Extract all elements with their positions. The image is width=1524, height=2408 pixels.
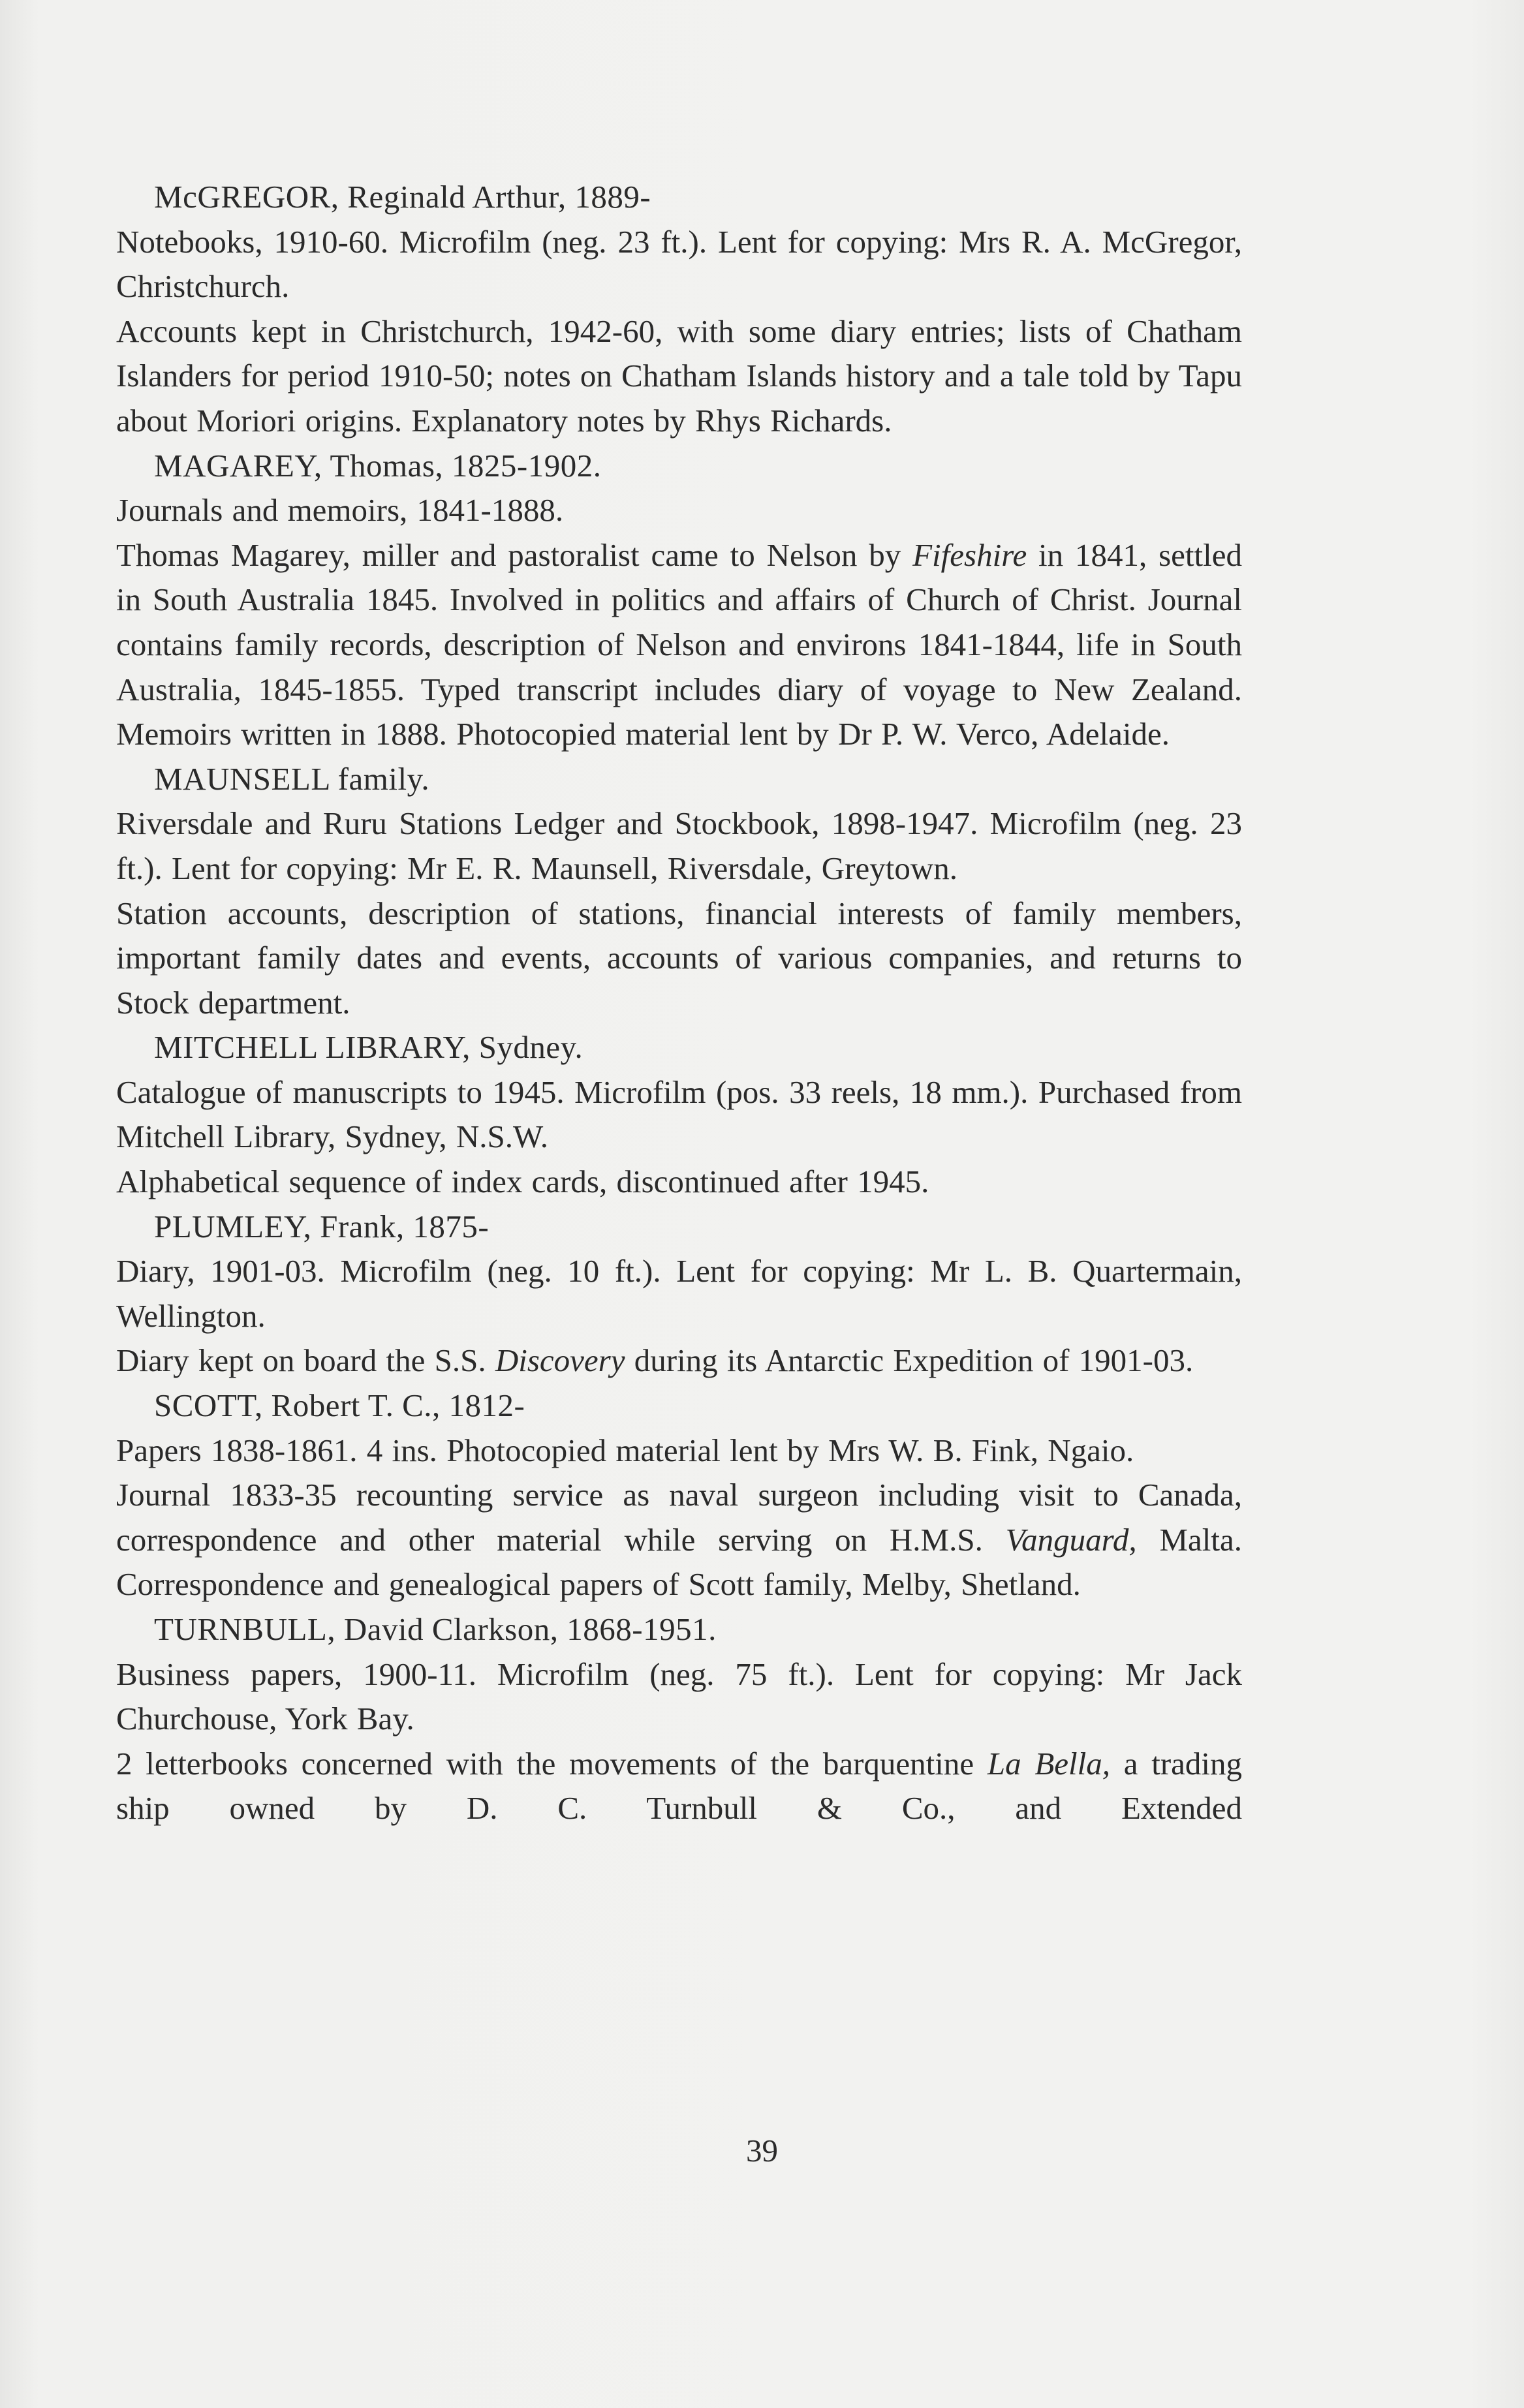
entry-heading: MAGAREY, Thomas, 1825-1902. (154, 447, 602, 484)
description-text: Journal 1833-35 recounting service as naval surgeon including visit to Canada, correspondence and other material while serving on H.M.S. (116, 1477, 1242, 1558)
ship-name: La Bella, (987, 1745, 1111, 1782)
entry-description: Alphabetical sequence of index cards, discontinued after 1945. (116, 1164, 929, 1200)
entry-heading: PLUMLEY, Frank, 1875- (154, 1208, 490, 1244)
description-text: 2 letterbooks concerned with the movements of the barquentine (116, 1745, 974, 1782)
entry-holding: Notebooks, 1910-60. Microfilm (neg. 23 ft.). Lent for copying: Mrs R. A. McGregor, Christchurch. (116, 223, 1242, 305)
entry-turnbull (116, 1607, 1242, 1831)
catalogue-text (116, 175, 1242, 1831)
description-text: during its Antarctic Expedition of 1901-03. (634, 1342, 1194, 1379)
entry-maunsell (116, 757, 1242, 1026)
entry-mcgregor (116, 175, 1242, 444)
ship-name: Vanguard, (1005, 1521, 1137, 1558)
entry-holding: Diary, 1901-03. Microfilm (neg. 10 ft.). Lent for copying: Mr L. B. Quartermain, Wellington. (116, 1253, 1242, 1334)
entry-heading: McGREGOR, Reginald Arthur, 1889- (154, 179, 651, 215)
entry-holding: Papers 1838-1861. 4 ins. Photocopied material lent by Mrs W. B. Fink, Ngaio. (116, 1432, 1134, 1468)
entry-heading: SCOTT, Robert T. C., 1812- (154, 1387, 525, 1424)
entry-plumley (116, 1205, 1242, 1383)
entry-magarey (116, 444, 1242, 757)
entry-description (116, 533, 1242, 757)
entry-holding: Business papers, 1900-11. Microfilm (neg. 75 ft.). Lent for copying: Mr Jack Churchouse, York Bay. (116, 1656, 1242, 1737)
entry-holding: Catalogue of manuscripts to 1945. Microfilm (pos. 33 reels, 18 mm.). Purchased from Mitchell Library, Sydney, N.S.W. (116, 1073, 1242, 1155)
entry-description (116, 1338, 1242, 1383)
ship-name: Fifeshire (912, 536, 1027, 573)
ship-name: Discovery (495, 1342, 625, 1379)
entry-description (116, 1473, 1242, 1607)
entry-description (116, 1742, 1242, 1831)
description-text: Malta. Correspondence and genealogical papers of Scott family, Melby, Shetland. (116, 1521, 1243, 1603)
page-number: 39 (746, 2133, 778, 2169)
entry-heading: TURNBULL, David Clarkson, 1868-1951. (154, 1611, 717, 1647)
entry-holding: Riversdale and Ruru Stations Ledger and Stockbook, 1898-1947. Microfilm (neg. 23 ft.). Lent for copying: Mr E. R. Maunsell, Riversdale, Greytown. (116, 805, 1242, 886)
description-text: Diary kept on board the S.S. (116, 1342, 486, 1379)
entry-description: Accounts kept in Christchurch, 1942-60, with some diary entries; lists of Chatham Islanders for period 1910-50; notes on Chatham Islands history and a tale told by Tapu about Moriori origins. Explanatory notes by Rhys Richards. (116, 313, 1242, 439)
entry-description: Station accounts, description of stations, financial interests of family members, important family dates and events, accounts of various companies, and returns to Stock department. (116, 895, 1242, 1021)
entry-mitchell-library (116, 1025, 1242, 1204)
description-text: in 1841, settled in South Australia 1845. Involved in politics and affairs of Church of Christ. Journal contains family records, description of Nelson and environs 1841-1844, life in South Australia, 1845-1855. Typed transcript includes diary of voyage to New Zealand. Memoirs written in 1888. Photocopied material lent by Dr P. W. Verco, Adelaide. (116, 536, 1243, 752)
description-text: Thomas Magarey, miller and pastoralist came to Nelson by (116, 536, 901, 573)
entry-scott (116, 1383, 1242, 1607)
entry-heading: MAUNSELL family. (154, 760, 430, 797)
entry-holding: Journals and memoirs, 1841-1888. (116, 492, 564, 529)
entry-heading: MITCHELL LIBRARY, Sydney. (154, 1029, 583, 1066)
description-text: a trading ship owned by D. C. Turnbull & Co., and Extended (116, 1745, 1243, 1827)
